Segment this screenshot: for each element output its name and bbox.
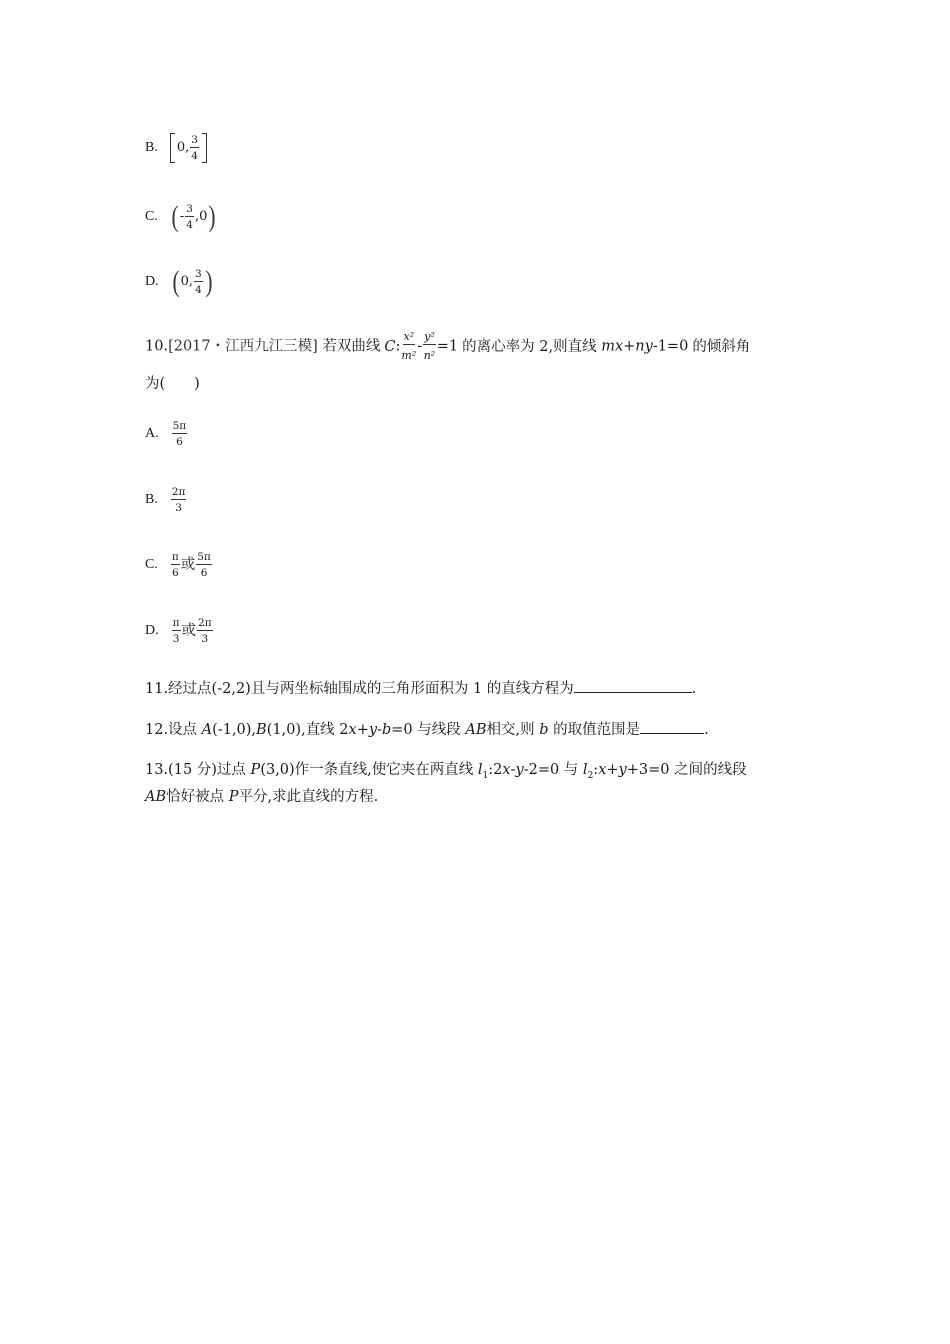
fraction-denominator: m² [401,349,417,362]
line-l1: l [477,762,483,778]
fraction [194,268,203,296]
fraction-numerator: π [172,617,180,629]
curve-name: C [384,338,396,355]
fraction-numerator: 2π [171,486,186,498]
line-l2: l [582,762,588,778]
interval-comma: , [194,209,200,224]
fraction-numerator: 5π [172,420,187,432]
interval-comma: , [185,140,190,155]
line-expression-tail: -1=0 [652,338,689,355]
question-text: 13.(15 分)过点 [145,762,246,778]
left-paren: ( [172,265,180,298]
point-a-coord: (-1,0), [212,722,257,738]
point-p: P [228,789,239,805]
fraction-x-over-m [401,331,416,362]
or-word: 或 [181,623,197,639]
subscript: 1 [482,770,489,781]
fraction-numerator: y² [424,330,435,343]
fraction [171,551,180,579]
option-b-interval [145,133,207,163]
fraction-denominator: 4 [191,150,198,162]
fraction-denominator: 6 [200,567,208,579]
option-letter: B. [145,492,158,507]
fraction-numerator: 3 [191,134,198,146]
fraction-numerator: 5π [197,551,211,563]
question-text: (3,0)作一条直线,使它夹在两直线 [260,762,474,778]
fraction-y-over-n [423,331,436,362]
var-b: b [539,722,549,738]
equation-part: -2=0 与 [523,762,579,778]
question-text: 的倾斜角 [692,338,751,355]
period: . [704,722,709,738]
equation-part: +3=0 之间的线段 [626,762,747,778]
option-letter: C. [145,557,158,572]
fraction-denominator: 6 [171,567,179,579]
question-text: 若双曲线 [322,338,381,355]
interval-left: 0 [176,140,186,155]
or-word: 或 [180,557,196,573]
point-p: P [250,762,261,778]
option-letter: B. [145,140,158,155]
equation-part: :2 [488,762,503,778]
fraction [172,617,181,645]
question-12 [145,719,709,740]
question-10-option [145,617,214,645]
right-square-bracket [202,133,207,163]
subscript: 2 [587,770,594,781]
question-13-line-2 [145,787,378,807]
colon: : [395,338,401,355]
minus-sign: - [417,338,423,355]
question-text: 平分,求此直线的方程. [238,789,379,805]
var-b: b [381,722,392,738]
question-text: 的取值范围是 [553,722,641,738]
open-interval [170,202,218,232]
question-10-option [145,420,188,448]
period: . [691,681,697,697]
var-y: y [515,762,524,778]
closed-interval [170,133,207,163]
question-text: 恰好被点 [166,789,225,805]
fraction-denominator: 3 [201,633,209,645]
fraction-denominator: 3 [175,502,182,514]
segment-ab: AB [145,789,167,805]
interval-minus: - [179,209,185,224]
option-letter: A. [145,426,159,441]
question-10-option [145,486,187,514]
equals-one: =1 [436,338,459,355]
fraction [196,551,212,579]
question-text: 的离心率为 2,则直线 [462,338,597,355]
var-x: x [598,762,607,778]
left-square-bracket [170,133,175,163]
option-c-interval [145,202,217,232]
fraction [185,203,194,231]
answer-blank[interactable] [574,678,692,693]
question-number: 10. [145,338,169,355]
interval-right: 0 [199,209,208,224]
var-x: x [502,762,511,778]
plus-sign: + [606,762,619,778]
fraction-denominator: 4 [195,284,202,296]
point-a: A [201,722,213,738]
fraction-numerator: π [171,551,179,563]
option-d-interval [145,267,214,297]
fraction [197,617,213,645]
colon: : [593,762,599,778]
interval-left: 0 [180,274,189,289]
fraction [171,486,187,514]
fraction [190,134,199,162]
plus-sign: + [356,722,369,738]
fraction-denominator: 4 [186,219,193,231]
option-letter: C. [145,209,158,224]
fraction-numerator: x² [403,330,415,343]
fraction-numerator: 3 [186,203,193,215]
minus-sign: - [510,762,516,778]
var-x: x [348,722,357,738]
left-paren: ( [171,200,179,233]
question-10-line-2: 为( ) [145,376,200,392]
fraction-numerator: 3 [195,268,202,280]
question-10-option [145,551,213,579]
question-text: =0 与线段 [391,722,461,738]
fraction-denominator: n² [423,349,436,362]
right-paren: ) [208,200,216,233]
fraction-denominator: 3 [172,633,180,645]
question-11 [145,678,696,699]
fraction-denominator: 6 [176,436,183,448]
answer-blank[interactable] [640,719,704,734]
segment-ab: AB [465,722,487,738]
right-paren: ) [205,265,213,298]
question-text: 相交,则 [486,722,535,738]
var-y: y [618,762,627,778]
question-10-line-1 [145,331,750,362]
question-13-line-1 [145,760,747,786]
question-text: 12.设点 [145,722,198,738]
var-y: y [368,722,378,738]
interval-comma: , [188,274,194,289]
minus-sign: - [377,722,382,738]
point-b: B [256,722,267,738]
question-text: 11.经过点(-2,2)且与两坐标轴围成的三角形面积为 1 的直线方程为 [145,681,574,697]
option-letter: D. [145,623,159,638]
fraction [172,420,188,448]
point-b-coord: (1,0),直线 2 [266,722,349,738]
question-source: [2017・江西九江三模] [168,338,318,355]
open-interval [171,267,214,297]
fraction-numerator: 2π [198,617,212,629]
line-expression: mx+ny [601,338,653,355]
option-letter: D. [145,274,159,289]
